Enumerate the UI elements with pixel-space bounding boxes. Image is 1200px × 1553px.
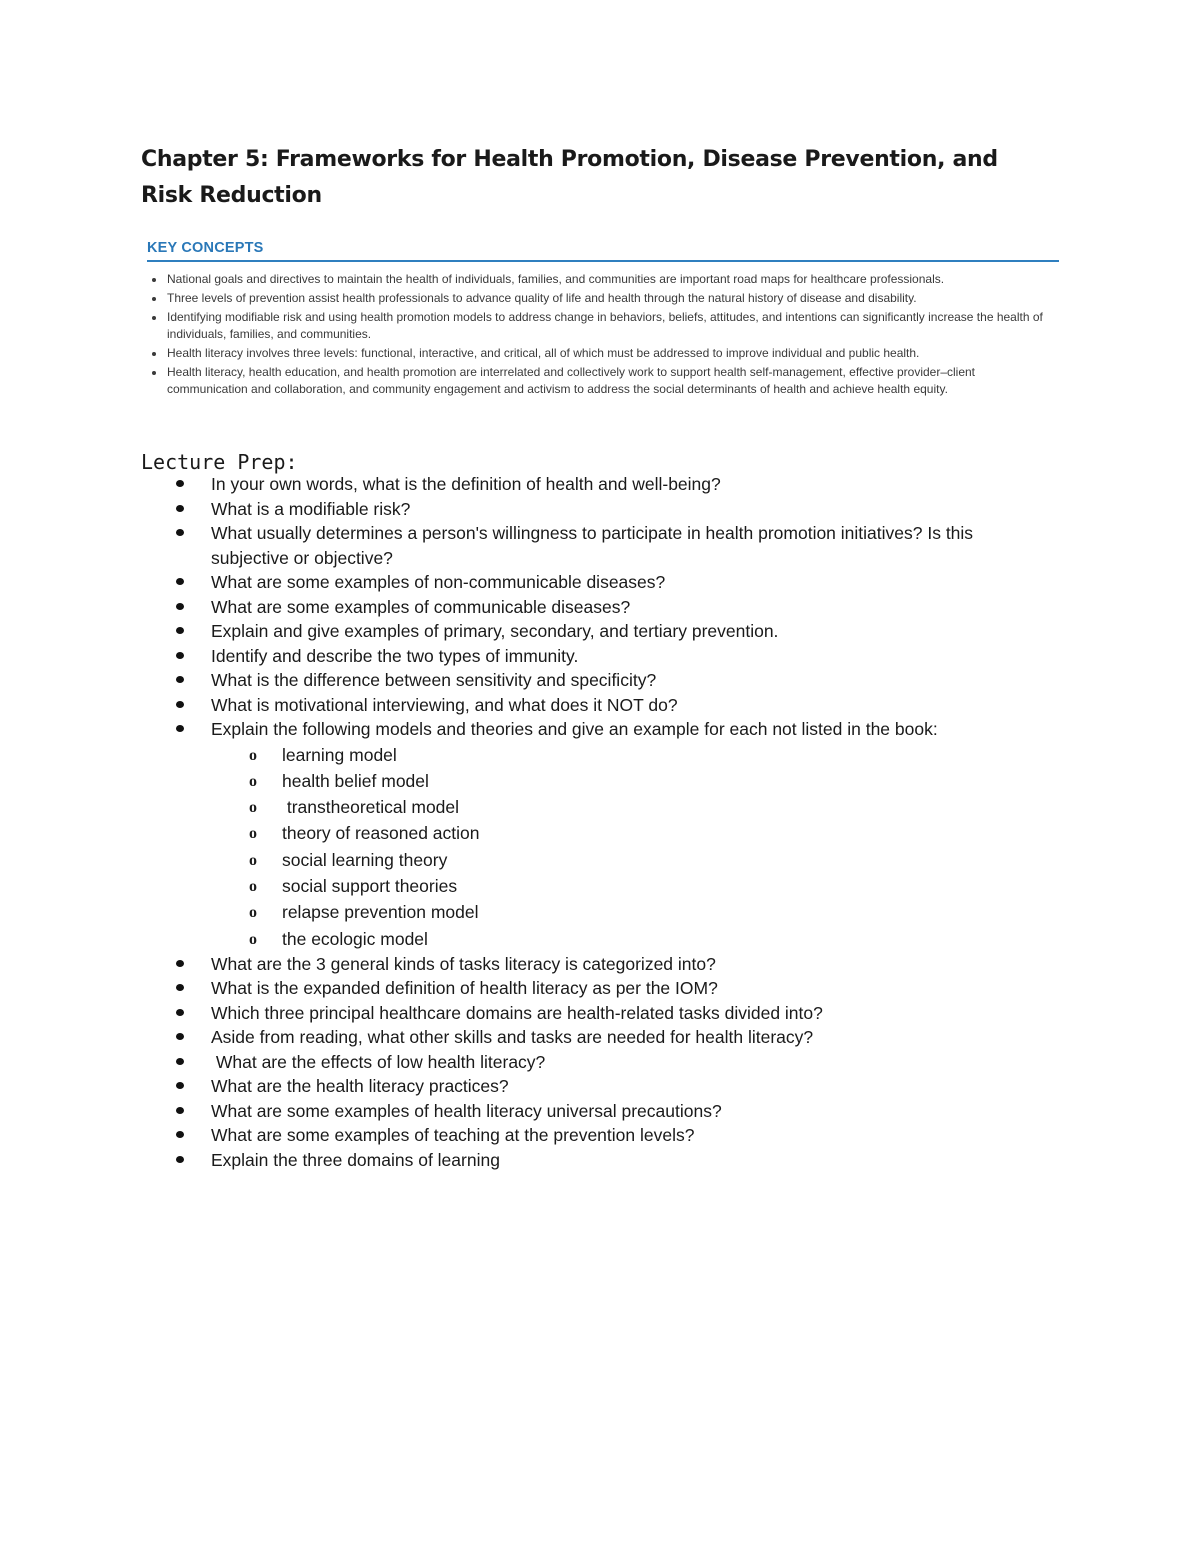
- list-item: [172, 1099, 1052, 1124]
- list-item-text: What is a modifiable risk?: [211, 498, 411, 519]
- list-item-text: What are some examples of teaching at the prevention levels?: [211, 1125, 695, 1146]
- key-concept-item: Health literacy, health education, and health promotion are interrelated and collectively work to support health self-management, effective provider–client communication and collaboration, and community engagement and activism to address the social determinants of health and achieve health equity.: [147, 364, 1059, 398]
- bullet-icon: [176, 1131, 184, 1138]
- lecture-prep-list: [172, 472, 1052, 1172]
- bullet-icon: [176, 1009, 184, 1016]
- sub-list-item-text: relapse prevention model: [282, 902, 479, 923]
- bullet-icon: [176, 1156, 184, 1163]
- list-item: [172, 1123, 1052, 1148]
- sub-list-item: [211, 742, 1052, 768]
- key-concept-item: Health literacy involves three levels: functional, interactive, and critical, all of which must be addressed to improve individual and public health.: [147, 345, 1059, 362]
- chapter-title: Chapter 5: Frameworks for Health Promotion, Disease Prevention, and Risk Reduction: [141, 147, 998, 208]
- list-item: [172, 1148, 1052, 1173]
- sub-list-item-text: transtheoretical model: [282, 797, 460, 818]
- list-item-text: Explain and give examples of primary, secondary, and tertiary prevention.: [211, 621, 779, 641]
- list-item: [172, 472, 1052, 497]
- bullet-icon: [176, 725, 184, 732]
- bullet-icon: [176, 701, 184, 708]
- list-item-text: Which three principal healthcare domains are health-related tasks divided into?: [211, 1002, 823, 1023]
- key-concepts-box: [147, 238, 1059, 400]
- sub-list-item-text: learning model: [282, 744, 397, 765]
- list-item-text: What are the 3 general kinds of tasks literacy is categorized into?: [211, 953, 716, 974]
- list-item-text: What are the health literacy practices?: [211, 1076, 509, 1097]
- list-item: [172, 1074, 1052, 1099]
- sub-list-item: [211, 820, 1052, 846]
- bullet-icon: [176, 676, 184, 683]
- key-concepts-divider: [147, 260, 1059, 262]
- sub-list-item-text: the ecologic model: [282, 928, 428, 949]
- bullet-icon: [176, 1082, 184, 1089]
- list-item-text: What usually determines a person's willingness to participate in health promotion initiatives? Is this subjective or objective?: [211, 523, 974, 568]
- circle-bullet-icon: o: [249, 851, 257, 869]
- circle-bullet-icon: o: [249, 825, 257, 843]
- list-item-text: What are some examples of non-communicable diseases?: [211, 572, 666, 592]
- sub-list-item-text: health belief model: [282, 770, 429, 791]
- bullet-icon: [176, 960, 184, 967]
- sub-list-item: [211, 899, 1052, 925]
- lecture-prep-heading: Lecture Prep:: [141, 450, 298, 474]
- list-item-text: Identify and describe the two types of immunity.: [211, 645, 579, 666]
- models-sub-list: [211, 742, 1052, 952]
- list-item-text: What is the difference between sensitivity and specificity?: [211, 670, 657, 690]
- list-item: [172, 693, 1052, 718]
- list-item-models: [172, 717, 1052, 952]
- list-item-text: In your own words, what is the definition of health and well-being?: [211, 474, 721, 494]
- list-item: [172, 497, 1052, 522]
- key-concept-item: Three levels of prevention assist health professionals to advance quality of life and health through the natural history of disease and disability.: [147, 290, 1059, 307]
- list-item-text: Explain the following models and theories and give an example for each not listed in the book:: [211, 719, 938, 739]
- bullet-icon: [176, 652, 184, 659]
- circle-bullet-icon: o: [249, 904, 257, 922]
- circle-bullet-icon: o: [249, 746, 257, 764]
- key-concept-item: National goals and directives to maintain the health of individuals, families, and communities are important road maps for healthcare professionals.: [147, 271, 1059, 288]
- list-item-text: What are the effects of low health literacy?: [211, 1051, 546, 1072]
- sub-list-item: [211, 926, 1052, 952]
- sub-list-item: [211, 768, 1052, 794]
- list-item-text: Aside from reading, what other skills and tasks are needed for health literacy?: [211, 1027, 814, 1048]
- bullet-icon: [176, 529, 184, 536]
- list-item-text: What is motivational interviewing, and what does it NOT do?: [211, 694, 678, 715]
- list-item-text: What is the expanded definition of health literacy as per the IOM?: [211, 978, 718, 999]
- bullet-icon: [176, 1033, 184, 1040]
- sub-list-item: [211, 873, 1052, 899]
- sub-list-item-text: social support theories: [282, 875, 458, 896]
- circle-bullet-icon: o: [249, 930, 257, 948]
- list-item-text: What are some examples of health literacy universal precautions?: [211, 1100, 722, 1121]
- list-item: [172, 952, 1052, 977]
- list-item: [172, 570, 1052, 595]
- list-item-text: What are some examples of communicable diseases?: [211, 596, 631, 617]
- key-concepts-list: [147, 271, 1059, 398]
- bullet-icon: [176, 627, 184, 634]
- bullet-icon: [176, 1058, 184, 1065]
- bullet-icon: [176, 603, 184, 610]
- key-concepts-heading: KEY CONCEPTS: [147, 240, 264, 256]
- bullet-icon: [176, 578, 184, 585]
- sub-list-item-text: social learning theory: [282, 849, 448, 870]
- list-item: [172, 976, 1052, 1001]
- bullet-icon: [176, 984, 184, 991]
- list-item: [172, 644, 1052, 669]
- list-item: [172, 521, 1052, 570]
- list-item-text: Explain the three domains of learning: [211, 1149, 500, 1170]
- list-item: [172, 1001, 1052, 1026]
- sub-list-item: [211, 794, 1052, 820]
- list-item: [172, 1050, 1052, 1075]
- list-item: [172, 619, 1052, 644]
- sub-list-item-text: theory of reasoned action: [282, 823, 480, 844]
- list-item: [172, 668, 1052, 693]
- list-item: [172, 1025, 1052, 1050]
- list-item: [172, 595, 1052, 620]
- key-concept-item: Identifying modifiable risk and using health promotion models to address change in behaviors, beliefs, attitudes, and intentions can significantly increase the health of individuals, families, and communities.: [147, 309, 1059, 343]
- circle-bullet-icon: o: [249, 772, 257, 790]
- bullet-icon: [176, 480, 184, 487]
- bullet-icon: [176, 505, 184, 512]
- sub-list-item: [211, 847, 1052, 873]
- circle-bullet-icon: o: [249, 877, 257, 895]
- bullet-icon: [176, 1107, 184, 1114]
- circle-bullet-icon: o: [249, 799, 257, 817]
